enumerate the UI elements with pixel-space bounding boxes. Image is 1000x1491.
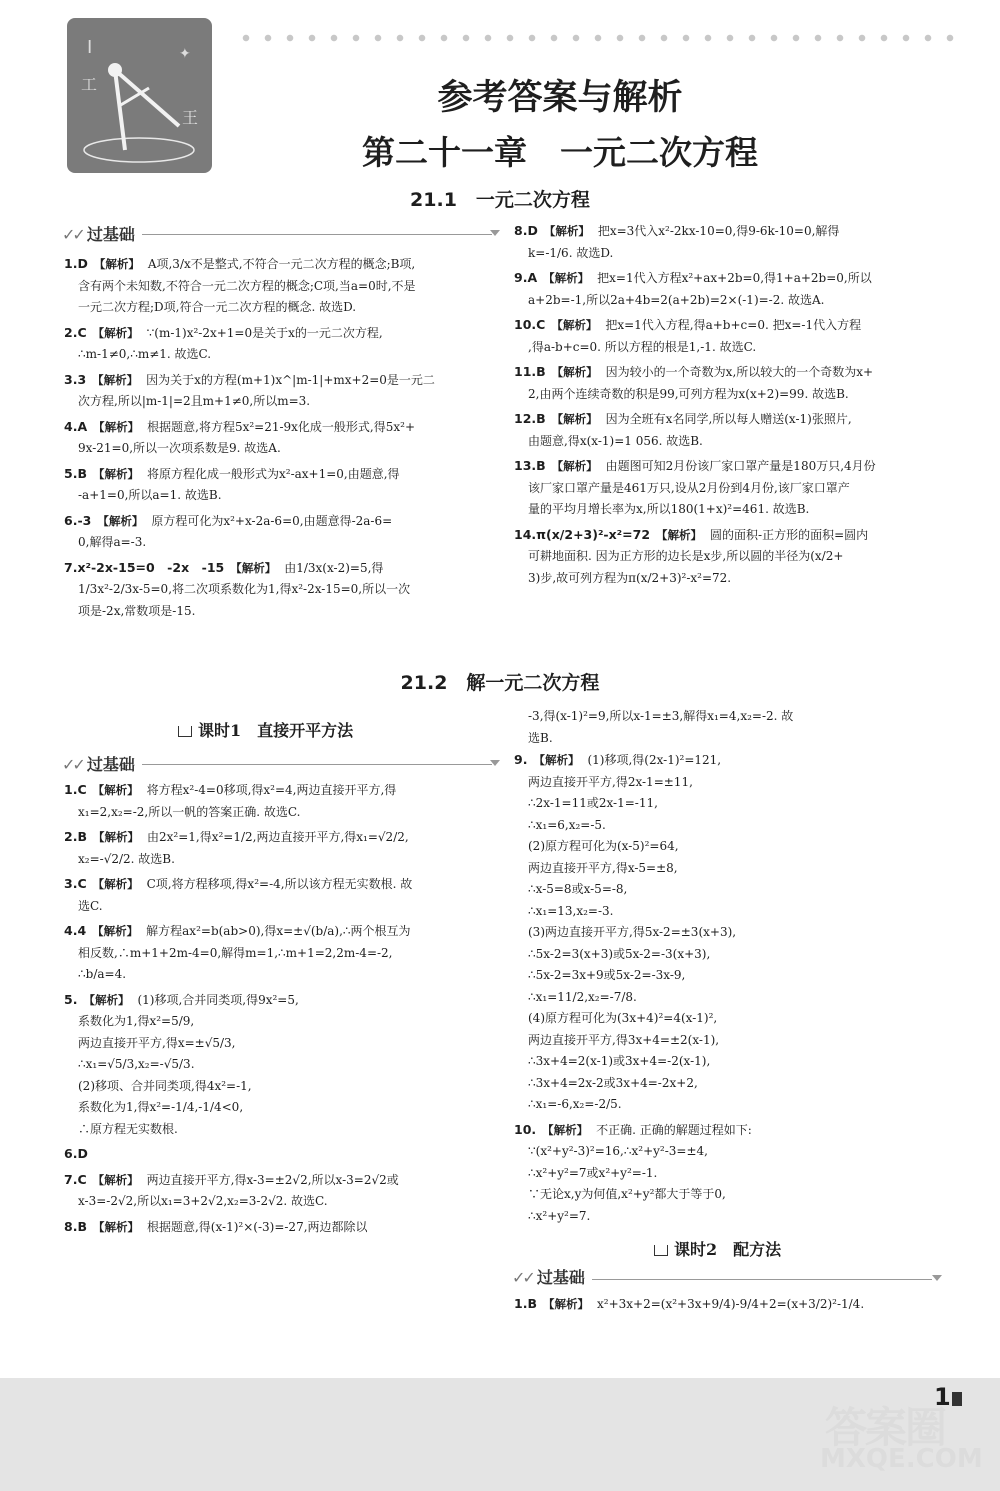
answer-line: 项是-2x,常数项是-15. [78,603,196,618]
answer-line: ∴x₁=-6,x₂=-2/5. [528,1097,622,1111]
answer-line: ∴3x+4=2(x-1)或3x+4=-2(x-1), [528,1054,711,1068]
answer-number: 9.A [514,270,538,285]
answers-column-1 [64,253,502,625]
page-marker [952,1392,962,1406]
answer-number: 14.π(x/2+3)²-x²=72 [514,526,651,542]
watermark-logo: 答案圈 [825,1403,946,1452]
answer-line: 系数化为1,得x²=-1/4,-1/4<0, [78,1100,244,1114]
basic-heading: ✓✓ 过基础 [62,222,502,245]
answer-line: x₁=2,x₂=-2,所以一帆的答案正确. 故选C. [78,804,301,819]
answer-number: 5.B [64,465,87,481]
answer-number: 9. [514,752,528,767]
answer-line: (1)移项,合并同类项,得9x²=5, [137,992,299,1007]
answer-item [64,873,502,917]
analysis-tag: 【解析】 [92,877,139,891]
analysis-tag: 【解析】 [93,257,140,271]
triangle-icon [932,1275,942,1281]
answer-item [64,1216,502,1239]
answer-line: 选B. [528,730,553,745]
answer-line: x²+3x+2=(x²+3x+9/4)-9/4+2=(x+3/2)²-1/4. [596,1296,865,1311]
answer-line: 根据题意,得(x-1)²×(-3)=-27,两边都除以 [146,1219,368,1234]
answer-number: 8.B [64,1218,87,1234]
answer-line: ∵(x²+y²-3)²=16,∴x²+y²-3=±4, [528,1144,708,1158]
page-number: 1 [934,1383,951,1411]
answer-item [514,267,954,311]
answer-number: 10. [514,1121,537,1137]
answers-column-3 [64,779,502,1241]
answer-number: 8.D [514,223,538,238]
answer-item [514,524,954,590]
answer-item [64,779,502,823]
answer-line: 不正确. 正确的解题过程如下: [596,1122,752,1137]
analysis-tag: 【解析】 [92,783,139,797]
answer-line: 可耕地面积. 因为正方形的边长是x步,所以圆的半径为(x/2+ [528,549,844,563]
analysis-tag: 【解析】 [93,419,140,434]
analysis-tag: 【解析】 [92,1172,139,1187]
answer-line: 由题意,得x(x-1)=1 056. 故选B. [528,433,703,448]
answer-number: 13.B [514,458,546,473]
lesson-2-heading: 课时2 配方法 [654,1239,954,1261]
answer-line: A项,3/x不是整式,不符合一元二次方程的概念;B项, [147,257,416,271]
answer-line: 原方程可化为x²+x-2a-6=0,由题意得-2a-6= [151,513,393,528]
answer-item [64,463,502,507]
answer-line: ∴2x-1=11或2x-1=-11, [528,796,658,810]
analysis-tag: 【解析】 [543,224,590,238]
answer-line: 两边直接开平方,得x-3=±2√2,所以x-3=2√2或 [146,1172,399,1187]
answer-item [64,557,502,623]
analysis-tag: 【解析】 [92,466,139,481]
answer-number: 10.C [514,317,546,332]
answer-line: 次方程,所以|m-1|=2且m+1≠0,所以m=3. [78,394,311,408]
check-mark-icon: ✓✓ [62,755,83,774]
analysis-tag: 【解析】 [551,365,598,379]
answer-item [514,220,954,264]
answer-line: ∴5x-2=3x+9或5x-2=-3x-9, [528,968,686,982]
answer-number: 1.C [64,782,87,797]
continued-answer [514,706,954,749]
analysis-tag: 【解析】 [551,459,598,473]
answer-line: 由1/3x(x-2)=5,得 [284,560,384,575]
triangle-icon [490,760,500,766]
answer-item [64,322,502,366]
answer-line: ,得a-b+c=0. 所以方程的根是1,-1. 故选C. [528,339,757,354]
answer-line: ∴x₁=11/2,x₂=-7/8. [528,989,637,1004]
answer-number: 2.B [64,829,87,844]
answer-item [64,1169,502,1213]
answer-line: ∵无论x,y为何值,x²+y²都大于等于0, [528,1187,726,1201]
answer-line: x₂=-√2/2. 故选B. [78,851,175,866]
answer-line: 把x=1代入方程,得a+b+c=0. 把x=-1代入方程 [605,318,862,332]
answer-line: ∵(m-1)x²-2x+1=0是关于x的一元二次方程, [146,325,383,340]
analysis-tag: 【解析】 [543,271,590,285]
answer-line: C项,将方程移项,得x²=-4,所以该方程无实数根. 故 [146,877,413,891]
answer-line: 由2x²=1,得x²=1/2,两边直接开平方,得x₁=√2/2, [146,830,409,844]
svg-text:I: I [87,37,93,58]
answer-line: 系数化为1,得x²=5/9, [78,1014,195,1028]
answer-line: 因为关于x的方程(m+1)x^|m-1|+mx+2=0是一元二 [146,372,435,387]
answer-item [64,920,502,986]
answer-line: 两边直接开平方,得x=±√5/3, [78,1035,236,1050]
answer-number: 1.D [64,256,88,271]
answer-line: ∴x-5=8或x-5=-8, [528,882,628,896]
basic-heading-3: ✓✓ 过基础 [512,1267,952,1293]
answer-line: 2,由两个连续奇数的积是99,可列方程为x(x+2)=99. 故选B. [528,386,849,401]
answer-line: k=-1/6. 故选D. [528,245,614,260]
answer-line: 两边直接开平方,得3x+4=±2(x-1), [528,1032,720,1047]
answer-line: 把x=3代入x²-2kx-10=0,得9-6k-10=0,解得 [597,224,840,238]
answer-item [514,408,954,452]
answer-line: 将方程x²-4=0移项,得x²=4,两边直接开平方,得 [146,783,397,797]
answer-line: 量的平均月增长率为x,所以180(1+x)²=461. 故选B. [528,502,810,516]
analysis-tag: 【解析】 [551,318,598,332]
answer-line: 相反数,∴m+1+2m-4=0,解得m=1,∴m+1=2,2m-4=-2, [78,945,393,960]
answer-number: 4.A [64,418,88,434]
analysis-tag: 【解析】 [92,325,139,340]
answer-line: 选C. [78,898,103,913]
answer-item [514,1119,954,1228]
answer-line: ∴x₁=√5/3,x₂=-√5/3. [78,1057,195,1071]
answer-number: 12.B [514,411,546,426]
answer-number: 6.-3 [64,512,92,528]
analysis-tag: 【解析】 [92,830,139,844]
answer-line: -3,得(x-1)²=9,所以x-1=±3,解得x₁=4,x₂=-2. 故 [528,709,794,723]
answer-item [514,361,954,405]
answer-line: 因为较小的一个奇数为x,所以较大的一个奇数为x+ [605,365,874,379]
tray-icon [178,726,192,737]
answer-item [64,253,502,319]
answer-item [64,989,502,1141]
answer-line: ∴x₁=6,x₂=-5. [528,817,606,832]
answer-line: a+2b=-1,所以2a+4b=2(a+2b)=2×(-1)=-2. 故选A. [528,292,825,307]
answer-number: 3.3 [64,371,87,387]
svg-text:✦: ✦ [179,46,191,62]
decorative-dots [235,34,955,42]
answer-line: (2)移项、合并同类项,得4x²=-1, [78,1078,252,1093]
answer-line: ∴5x-2=3(x+3)或5x-2=-3(x+3), [528,946,711,961]
analysis-tag: 【解析】 [656,527,703,542]
answer-line: ∴m-1≠0,∴m≠1. 故选C. [78,347,212,361]
watermark-url: MXQE.COM [820,1444,983,1474]
answer-line: 把x=1代入方程x²+ax+2b=0,得1+a+2b=0,所以 [597,271,872,285]
answer-line: 将原方程化成一般形式为x²-ax+1=0,由题意,得 [146,466,400,481]
answer-number: 7.C [64,1171,87,1187]
answer-line: 解方程ax²=b(ab>0),得x=±√(b/a),∴两个根互为 [146,924,411,938]
answer-item [64,1143,502,1166]
answer-line: (4)原方程可化为(3x+4)²=4(x-1)², [528,1011,718,1025]
answer-line: 两边直接开平方,得x-5=±8, [528,860,678,875]
answer-line: 含有两个未知数,不符合一元二次方程的概念;C项,当a=0时,不是 [78,278,416,293]
answer-item [64,416,502,460]
answer-line: 一元二次方程;D项,符合一元二次方程的概念. 故选D. [78,300,357,314]
triangle-icon [490,230,500,236]
analysis-tag: 【解析】 [92,924,139,938]
answer-line: 根据题意,将方程5x²=21-9x化成一般形式,得5x²+ [147,419,416,434]
answer-item [514,1293,954,1316]
answer-line: x-3=-2√2,所以x₁=3+2√2,x₂=3-2√2. 故选C. [78,1194,328,1208]
check-mark-icon: ✓✓ [512,1267,533,1287]
answer-item [514,314,954,358]
svg-text:王: 王 [182,108,199,127]
answer-line: 由题图可知2月份该厂家口罩产量是180万只,4月份 [605,459,876,473]
analysis-tag: 【解析】 [92,1219,139,1234]
divider [592,1279,932,1280]
main-title: 参考答案与解析 [437,78,683,118]
answer-line: 该厂家口罩产量是461万只,设从2月份到4月份,该厂家口罩产 [528,480,850,495]
answer-number: 2.C [64,324,87,340]
answer-line: ∴x²+y²=7. [528,1208,591,1223]
answer-line: 9x-21=0,所以一次项系数是9. 故选A. [78,441,281,455]
answer-line: 0,解得a=-3. [78,535,147,549]
divider [142,764,492,765]
answer-number: 1.B [514,1295,537,1311]
answer-line: 两边直接开平方,得2x-1=±11, [528,774,693,789]
analysis-tag: 【解析】 [92,372,139,387]
analysis-tag: 【解析】 [83,992,130,1007]
answer-line: -a+1=0,所以a=1. 故选B. [78,488,222,502]
answer-number: 3.C [64,876,87,891]
answer-number: 11.B [514,364,546,379]
answer-line: 1/3x²-2/3x-5=0,将二次项系数化为1,得x²-2x-15=0,所以一次 [78,582,411,596]
answer-number: 6.D [64,1146,88,1161]
answer-item [514,455,954,521]
chapter-title: 第二十一章 一元二次方程 [362,133,758,172]
answer-line: ∴x₁=13,x₂=-3. [528,903,614,918]
basic-heading-2: ✓✓ 过基础 [62,752,502,775]
answer-line: ∴3x+4=2x-2或3x+4=-2x+2, [528,1075,698,1090]
analysis-tag: 【解析】 [551,412,598,426]
analysis-tag: 【解析】 [230,560,277,575]
analysis-tag: 【解析】 [542,1296,589,1311]
analysis-tag: 【解析】 [533,753,580,767]
answer-number: 4.4 [64,923,87,938]
answer-item [64,826,502,870]
answer-number: 7.x²-2x-15=0 -2x -15 [64,559,225,575]
answer-line: (1)移项,得(2x-1)²=121, [587,753,722,767]
answer-line: ∴原方程无实数根. [78,1121,178,1136]
answer-item [64,369,502,413]
answer-line: ∴b/a=4. [78,967,127,981]
answer-line: 圆的面积-正方形的面积=圆内 [710,527,869,542]
answers-column-4 [514,706,954,1318]
svg-text:工: 工 [81,75,98,94]
divider [142,234,492,235]
section-heading-21-1: 21.1 一元二次方程 [410,189,590,211]
answer-line: 3)步,故可列方程为π(x/2+3)²-x²=72. [528,570,732,585]
analysis-tag: 【解析】 [542,1122,589,1137]
answer-item [514,749,954,1116]
analysis-tag: 【解析】 [97,513,144,528]
check-mark-icon: ✓✓ [62,225,83,244]
section-heading-21-2: 21.2 解一元二次方程 [400,672,600,694]
answer-line: ∴x²+y²=7或x²+y²=-1. [528,1165,658,1180]
answer-number: 5. [64,991,78,1007]
lesson-1-heading: 课时1 直接开平方法 [178,718,353,741]
answer-line: (2)原方程可化为(x-5)²=64, [528,839,679,853]
tray-icon [654,1245,668,1256]
answer-line: (3)两边直接开平方,得5x-2=±3(x+3), [528,925,737,939]
answer-line: 因为全班有x名同学,所以每人赠送(x-1)张照片, [605,412,852,426]
answers-column-2 [514,220,954,592]
answer-item [64,510,502,554]
